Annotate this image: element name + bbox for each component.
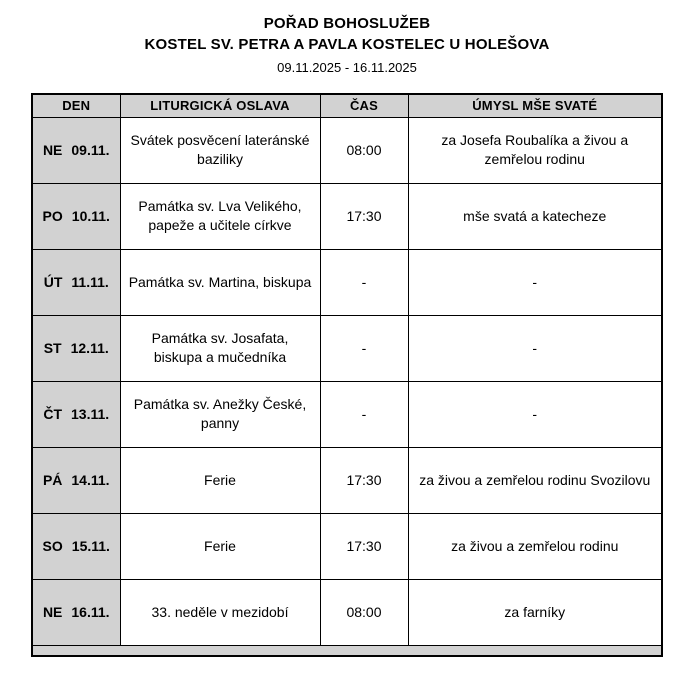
day-cell xyxy=(32,183,120,249)
table-row xyxy=(32,183,662,249)
day-abbr: ST xyxy=(43,339,62,356)
day-wrap xyxy=(35,273,118,292)
day-date: 12.11. xyxy=(70,339,109,356)
day-date: 09.11. xyxy=(71,141,110,158)
table-row xyxy=(32,447,662,513)
day-abbr: SO xyxy=(42,537,63,554)
day-abbr: NE xyxy=(42,603,63,620)
day-wrap xyxy=(35,339,118,358)
time-cell: 17:30 xyxy=(320,447,408,513)
day-wrap xyxy=(35,141,118,160)
day-abbr: ČT xyxy=(43,405,62,422)
time-cell: 08:00 xyxy=(320,117,408,183)
intention-cell: - xyxy=(408,315,662,381)
time-cell: - xyxy=(320,315,408,381)
day-date: 14.11. xyxy=(71,471,110,488)
feast-cell: Památka sv. Lva Velikého, papeže a učitele církve xyxy=(120,183,320,249)
day-cell xyxy=(32,513,120,579)
day-wrap xyxy=(35,603,118,622)
time-cell: 08:00 xyxy=(320,579,408,645)
intention-cell: za živou a zemřelou rodinu xyxy=(408,513,662,579)
table-footer-strip xyxy=(32,645,662,656)
table-header-row xyxy=(32,94,662,117)
day-cell xyxy=(32,117,120,183)
time-cell: 17:30 xyxy=(320,183,408,249)
day-abbr: NE xyxy=(42,141,63,158)
day-date: 13.11. xyxy=(71,405,110,422)
feast-cell: Ferie xyxy=(120,513,320,579)
table-row xyxy=(32,513,662,579)
document-title: POŘAD BOHOSLUŽEB xyxy=(263,15,431,32)
document-header xyxy=(0,0,694,76)
feast-cell: Památka sv. Josafata, biskupa a mučedníka xyxy=(120,315,320,381)
day-date: 11.11. xyxy=(71,273,109,290)
church-title: KOSTEL SV. PETRA A PAVLA KOSTELEC U HOLEŠOVA xyxy=(144,36,550,53)
date-range: 09.11.2025 - 16.11.2025 xyxy=(277,60,417,75)
time-cell: 17:30 xyxy=(320,513,408,579)
table-row xyxy=(32,315,662,381)
day-wrap xyxy=(35,537,118,556)
day-cell xyxy=(32,249,120,315)
intention-cell: za Josefa Roubalíka a živou a zemřelou rodinu xyxy=(408,117,662,183)
col-header-cas: ČAS xyxy=(320,94,408,117)
feast-cell: Památka sv. Martina, biskupa xyxy=(120,249,320,315)
day-cell xyxy=(32,447,120,513)
table-row xyxy=(32,381,662,447)
table-row xyxy=(32,117,662,183)
feast-cell: Ferie xyxy=(120,447,320,513)
col-header-liturgicka-oslava: LITURGICKÁ OSLAVA xyxy=(120,94,320,117)
col-header-umysl: ÚMYSL MŠE SVATÉ xyxy=(408,94,662,117)
day-cell xyxy=(32,315,120,381)
time-cell: - xyxy=(320,381,408,447)
table-footer-row xyxy=(32,645,662,656)
intention-cell: - xyxy=(408,381,662,447)
table-row xyxy=(32,249,662,315)
intention-cell: za živou a zemřelou rodinu Svozilovu xyxy=(408,447,662,513)
feast-cell: 33. neděle v mezidobí xyxy=(120,579,320,645)
intention-cell: mše svatá a katecheze xyxy=(408,183,662,249)
day-date: 15.11. xyxy=(71,537,110,554)
schedule-table xyxy=(31,93,663,657)
feast-cell: Památka sv. Anežky České, panny xyxy=(120,381,320,447)
day-cell xyxy=(32,579,120,645)
day-abbr: PÁ xyxy=(42,471,63,488)
feast-cell: Svátek posvěcení lateránské baziliky xyxy=(120,117,320,183)
col-header-den: DEN xyxy=(32,94,120,117)
day-date: 16.11. xyxy=(71,603,110,620)
day-wrap xyxy=(35,207,118,226)
time-cell: - xyxy=(320,249,408,315)
intention-cell: - xyxy=(408,249,662,315)
day-wrap xyxy=(35,471,118,490)
day-abbr: PO xyxy=(42,207,63,224)
intention-cell: za farníky xyxy=(408,579,662,645)
day-cell xyxy=(32,381,120,447)
day-abbr: ÚT xyxy=(43,273,63,290)
day-wrap xyxy=(35,405,118,424)
table-row xyxy=(32,579,662,645)
day-date: 10.11. xyxy=(71,207,110,224)
